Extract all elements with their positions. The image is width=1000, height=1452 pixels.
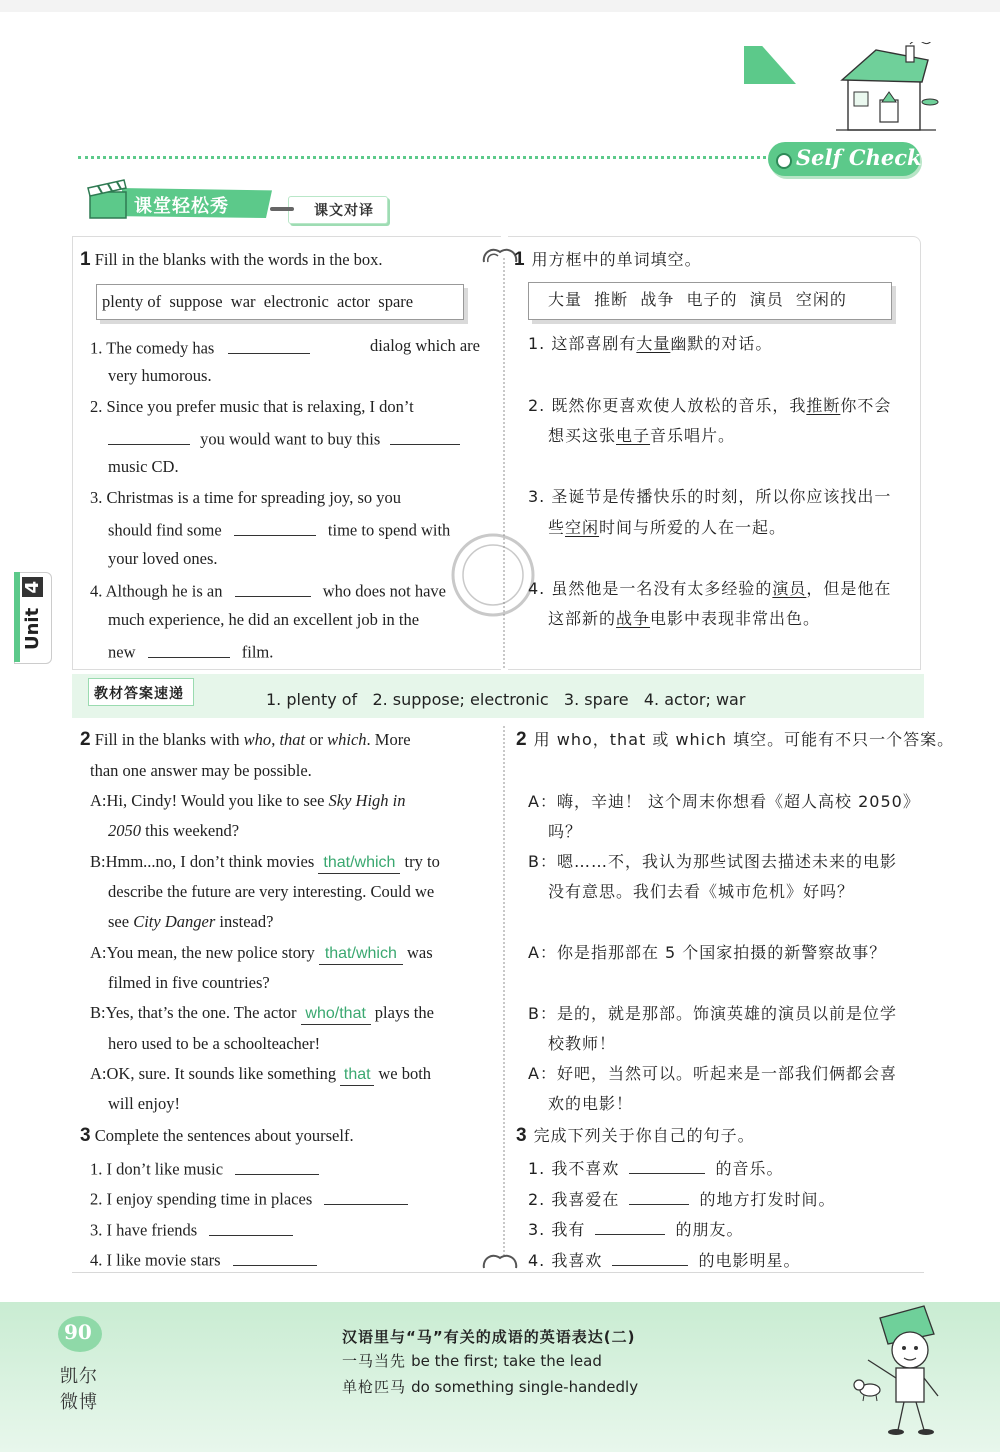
ex1-item4-text-c2: film. xyxy=(241,642,274,662)
ex1-item2-line1: 2. Since you prefer music that is relaxing, I don’t xyxy=(90,397,414,416)
zh-text: 2. 既然你更喜欢使人放松的音乐，我 xyxy=(528,396,807,415)
zh-text: 1. 这部喜剧有 xyxy=(528,334,637,353)
ex3-zh-blank-4[interactable] xyxy=(612,1249,688,1266)
ex2-zh-number: 2 xyxy=(516,729,528,750)
ex2-dialog-line4: describe the future are very interesting. Could we xyxy=(108,882,435,901)
unit-side-accent xyxy=(14,572,20,662)
ex1-item4-text-a2: who does not have xyxy=(322,581,446,601)
ex1-item1-text-b: dialog which are xyxy=(370,336,480,355)
dialog-text: see xyxy=(108,912,130,931)
ex2-dialog-line3 xyxy=(90,852,440,874)
ex1-item4-line2: much experience, he did an excellent job in the xyxy=(108,610,420,629)
ex2-heading-line1: 2 Fill in the blanks with who, that or which. More xyxy=(80,729,411,750)
ex2-word-who: who xyxy=(243,730,272,749)
zh-keyword: 推断 xyxy=(806,396,841,415)
unit-label xyxy=(22,577,43,650)
zh-text: 4. 虽然他是一名没有太多经验的 xyxy=(528,579,773,598)
ex1-item2-blank1[interactable] xyxy=(108,427,190,445)
idiom1-zh: 一马当先 xyxy=(342,1352,407,1370)
center-divider-bottom xyxy=(503,726,505,1256)
dialog-text: A:Hi, Cindy! Would you like to see xyxy=(90,791,325,810)
ex3-blank-2[interactable] xyxy=(324,1187,408,1205)
header-green-banner xyxy=(744,46,796,84)
zh-text: 2. 我喜爱在 xyxy=(528,1190,620,1209)
ex1-item4-text-c: new xyxy=(108,642,136,662)
zh-keyword: 电子 xyxy=(616,426,651,445)
ex2-dialog-line1 xyxy=(90,791,406,811)
dialog-text: instead? xyxy=(219,912,274,931)
zh-text: 的地方打发时间。 xyxy=(699,1190,836,1209)
dialog-text: plays the xyxy=(374,1003,434,1022)
ex2-dialog-line9: hero used to be a schoolteacher! xyxy=(108,1034,321,1053)
zh-text: 4. 我喜欢 xyxy=(528,1251,603,1270)
zh-keyword: 大量 xyxy=(636,334,671,353)
idiom1-en: be the first; take the lead xyxy=(411,1352,602,1370)
zh-text: 你不会 xyxy=(840,396,892,415)
dialog-text: A:You mean, the new police story xyxy=(90,943,315,962)
ex2-zh-line6: B：是的，就是那部。饰演英雄的演员以前是位学 xyxy=(528,1004,897,1023)
watermark-stamp xyxy=(448,530,538,620)
idiom-line1 xyxy=(342,1350,602,1371)
ex2-zh-line8: A：好吧，当然可以。听起来是一部我们俩都会喜 xyxy=(528,1064,897,1083)
ex1-instruction: Fill in the blanks with the words in the box. xyxy=(94,250,383,269)
section-tag-connector xyxy=(270,207,294,211)
self-check-dot xyxy=(776,153,792,169)
ex3-blank-1[interactable] xyxy=(235,1157,319,1175)
ex3-item4 xyxy=(90,1248,317,1271)
zh-text: 幽默的对话。 xyxy=(670,334,773,353)
ex1-zh-line1 xyxy=(528,334,772,354)
clapboard-icon xyxy=(86,178,132,222)
brand-line1: 凯尔 xyxy=(60,1366,98,1387)
ex2-dialog-line11: will enjoy! xyxy=(108,1094,180,1113)
ex1-item4-blank2[interactable] xyxy=(148,640,230,658)
ex1-zh-line4 xyxy=(528,487,891,507)
ex1-item3-line2 xyxy=(108,518,450,541)
unit-number: 4 xyxy=(22,577,43,598)
ex1-zh-line7 xyxy=(548,609,820,629)
ex2-word-which: which xyxy=(327,730,367,749)
ex2-zh-line7: 校教师！ xyxy=(548,1034,617,1053)
dialog-text: B:Yes, that’s the one. The actor xyxy=(90,1003,297,1022)
ex1-item1-blank[interactable] xyxy=(228,336,310,354)
zh-text: 1. 我不喜欢 xyxy=(528,1159,620,1178)
page-number: 90 xyxy=(64,1320,92,1344)
ex2-zh-line5: A：你是指那部在 5 个国家拍摄的新警察故事？ xyxy=(528,943,887,962)
section-title: 课堂轻松秀 xyxy=(134,196,229,217)
dialog-text: A:OK, sure. It sounds like something xyxy=(90,1064,337,1083)
ex2-dialog-line10 xyxy=(90,1064,431,1086)
ex3-zh-blank-1[interactable] xyxy=(629,1157,705,1174)
ex2-heading-line2: than one answer may be possible. xyxy=(90,761,312,780)
ex3-zh-item4 xyxy=(528,1249,801,1271)
ex3-item2 xyxy=(90,1187,408,1210)
movie-title: Sky High in xyxy=(328,791,406,810)
zh-keyword: 空闲 xyxy=(565,518,600,537)
zh-text: 的朋友。 xyxy=(675,1220,744,1239)
ex2-zh-instruction: 用 who，that 或 which 填空。可能有不只一个答案。 xyxy=(533,730,955,749)
section-tag: 课文对译 xyxy=(314,203,374,219)
zh-text: 音乐唱片。 xyxy=(650,426,736,445)
unit-word: Unit xyxy=(22,607,43,650)
zh-text: 些 xyxy=(548,518,566,537)
zh-text: 电影中表现非常出色。 xyxy=(650,609,821,628)
ex1-item2-line2 xyxy=(108,427,460,450)
header-dotted-line xyxy=(78,156,766,159)
ex3-zh-instruction: 完成下列关于你自己的句子。 xyxy=(533,1126,755,1145)
ex1-zh-line2 xyxy=(528,396,891,416)
ex2-instruction-a: Fill in the blanks with xyxy=(94,730,240,749)
ex1-zh-heading xyxy=(514,250,702,270)
ex3-zh-item2 xyxy=(528,1188,836,1210)
ex2-zh-line2: 吗？ xyxy=(548,822,583,841)
zh-text: ，但是他在 xyxy=(806,579,892,598)
ex2-zh-line1: A：嗨，辛迪！ 这个周末你想看《超人高校 2050》 xyxy=(528,792,920,811)
answer-bar-answers: 1. plenty of 2. suppose; electronic 3. spare 4. actor; war xyxy=(266,690,746,709)
ex1-item3-line1: 3. Christmas is a time for spreading joy, so you xyxy=(90,488,402,507)
zh-keyword: 战争 xyxy=(616,609,651,628)
zh-text: 的电影明星。 xyxy=(698,1251,801,1270)
ex3-zh-item3 xyxy=(528,1218,744,1240)
zh-text: 的音乐。 xyxy=(715,1159,784,1178)
dialog-text: was xyxy=(406,943,433,962)
ex2-word-that: that xyxy=(279,730,306,749)
movie-title: City Danger xyxy=(133,912,216,931)
ex1-zh-line3 xyxy=(548,426,735,446)
ex2-answer-1[interactable]: that/which xyxy=(318,853,400,874)
ex3-zh-blank-3[interactable] xyxy=(595,1218,665,1235)
ex2-zh-line3: B：嗯……不，我认为那些试图去描述未来的电影 xyxy=(528,852,897,871)
dialog-text: this weekend? xyxy=(145,821,240,840)
ex3-zh-heading xyxy=(516,1126,755,1146)
ex1-item4-blank1[interactable] xyxy=(235,579,311,597)
ex1-zh-word-box-text: 大量 推断 战争 电子的 演员 空闲的 xyxy=(548,290,847,309)
ex1-item3-text-b: should find some xyxy=(108,520,222,540)
footer-divider xyxy=(72,1272,924,1273)
idiom-title: 汉语里与“马”有关的成语的英语表达(二) xyxy=(342,1328,636,1346)
ex1-item4-line1 xyxy=(90,579,446,602)
ex2-number: 2 xyxy=(80,729,91,750)
dialog-text: B:Hmm...no, I don’t think movies xyxy=(90,852,315,871)
ex1-item3-text-b2: time to spend with xyxy=(327,520,451,540)
zh-text: 3. 圣诞节是传播快乐的时刻，所以你应该找出一 xyxy=(528,487,892,506)
house-illustration xyxy=(836,42,941,138)
ex1-item4-text-a: 4. Although he is an xyxy=(90,581,223,601)
cartoon-boy-illustration xyxy=(854,1300,950,1440)
ex1-item2-text-b: you would want to buy this xyxy=(200,429,381,449)
zh-text: 这部新的 xyxy=(548,609,617,628)
ex3-item1 xyxy=(90,1157,319,1180)
ex1-item2-blank2[interactable] xyxy=(390,427,460,445)
ex1-item2-line3: music CD. xyxy=(108,457,179,476)
ex3-blank-4[interactable] xyxy=(233,1248,317,1266)
ex1-item3-line3: your loved ones. xyxy=(108,549,218,568)
ex2-dialog-line6 xyxy=(90,943,433,965)
ex3-zh-item1 xyxy=(528,1157,784,1179)
ex2-zh-line4: 没有意思。我们去看《城市危机》好吗？ xyxy=(548,882,855,901)
ex3-zh-number: 3 xyxy=(516,1125,528,1146)
dialog-text: try to xyxy=(404,852,440,871)
ex2-zh-heading xyxy=(516,730,954,750)
ex3-blank-3[interactable] xyxy=(209,1218,293,1236)
ex3-item-text: 2. I enjoy spending time in places xyxy=(90,1189,313,1209)
ex1-zh-number: 1 xyxy=(514,249,526,270)
answer-bar-label: 教材答案速递 xyxy=(94,686,184,702)
ex2-answer-4[interactable]: that xyxy=(340,1065,374,1086)
ex2-dialog-line8 xyxy=(90,1003,434,1025)
ex3-zh-blank-2[interactable] xyxy=(629,1188,689,1205)
zh-keyword: 演员 xyxy=(772,579,807,598)
ex2-zh-line9: 欢的电影！ xyxy=(548,1094,634,1113)
ex2-answer-3[interactable]: who/that xyxy=(301,1004,371,1025)
ex1-number: 1 xyxy=(80,249,91,270)
header-top-band xyxy=(0,0,1000,12)
zh-text: 3. 我有 xyxy=(528,1220,586,1239)
ex3-heading xyxy=(80,1126,354,1146)
ex2-dialog-line7: filmed in five countries? xyxy=(108,973,270,992)
idiom2-zh: 单枪匹马 xyxy=(342,1378,407,1396)
binder-ring-bottom xyxy=(480,1250,520,1270)
ex1-item4-line3 xyxy=(108,640,273,663)
ex1-zh-line5 xyxy=(548,518,786,538)
ex2-dialog-line2 xyxy=(108,821,239,841)
ex3-item-text: 4. I like movie stars xyxy=(90,1250,221,1270)
ex1-zh-instruction: 用方框中的单词填空。 xyxy=(531,250,702,269)
idiom2-en: do something single-handedly xyxy=(411,1378,639,1396)
dialog-text: we both xyxy=(378,1064,432,1083)
ex3-instruction: Complete the sentences about yourself. xyxy=(94,1126,354,1145)
ex2-dialog-line5 xyxy=(108,912,273,932)
self-check-label: Self Check xyxy=(796,145,922,170)
ex1-zh-line6 xyxy=(528,579,891,599)
ex3-item-text: 3. I have friends xyxy=(90,1220,198,1240)
movie-title: 2050 xyxy=(108,821,141,840)
ex3-item-text: 1. I don’t like music xyxy=(90,1159,224,1179)
ex3-number: 3 xyxy=(80,1125,91,1146)
ex1-heading xyxy=(80,250,383,270)
ex3-item3 xyxy=(90,1218,293,1241)
ex2-instruction-b: More xyxy=(374,730,411,749)
ex1-item1-text-a: 1. The comedy has xyxy=(90,338,215,358)
ex1-word-box-text: plenty of suppose war electronic actor spare xyxy=(102,292,414,311)
ex1-item1-line2: very humorous. xyxy=(108,366,212,385)
ex1-item1-line1 xyxy=(90,336,480,359)
brand-line2: 微博 xyxy=(60,1392,98,1413)
zh-text: 时间与所爱的人在一起。 xyxy=(599,518,787,537)
ex2-answer-2[interactable]: that/which xyxy=(319,944,403,965)
zh-text: 想买这张 xyxy=(548,426,617,445)
idiom-line2 xyxy=(342,1376,638,1397)
ex1-item3-blank[interactable] xyxy=(234,518,316,536)
cartoon-dog-illustration xyxy=(852,1376,886,1402)
